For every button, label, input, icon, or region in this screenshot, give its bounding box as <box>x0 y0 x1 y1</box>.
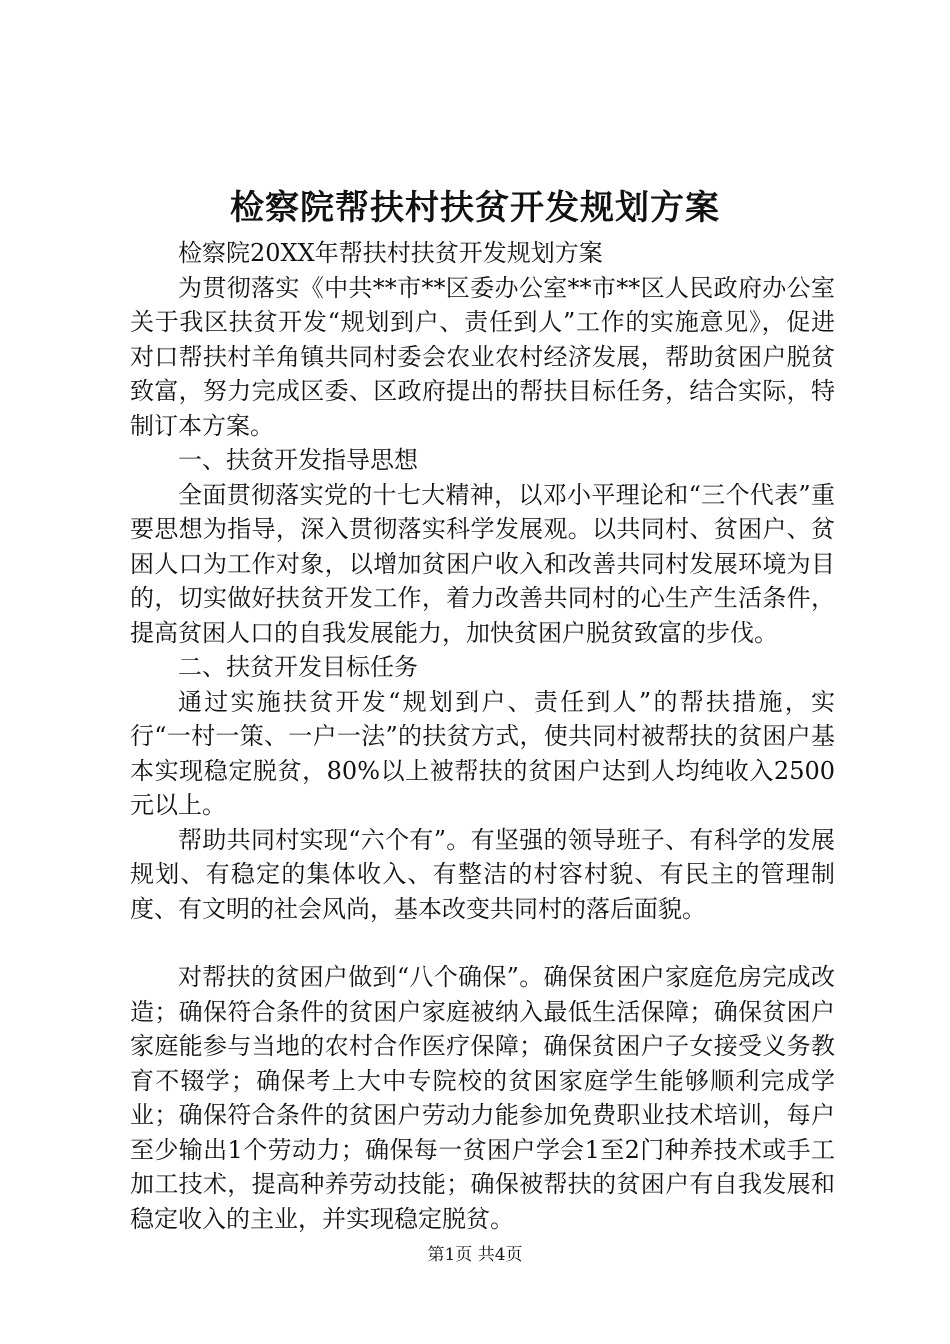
goals-paragraph: 通过实施扶贫开发“规划到户、责任到人”的帮扶措施，实行“一村一策、一户一法”的扶贫方式，使共同村被帮扶的贫困户基本实现稳定脱贫，80%以上被帮扶的贫困户达到人均纯收入2500元以上。 <box>130 687 835 819</box>
intro-paragraph: 为贯彻落实《中共**市**区委办公室**市**区人民政府办公室关于我区扶贫开发“规划到户、责任到人”工作的实施意见》，促进对口帮扶村羊角镇共同村委会农业农村经济发展，帮助贫困户脱贫致富，努力完成区委、区政府提出的帮扶目标任务，结合实际，特制订本方案。 <box>130 273 835 440</box>
subtitle-paragraph: 检察院20XX年帮扶村扶贫开发规划方案 <box>178 239 603 267</box>
document-title: 检察院帮扶村扶贫开发规划方案 <box>230 188 720 228</box>
page-number-footer: 第1页 共4页 <box>427 1245 523 1265</box>
six-haves-paragraph: 帮助共同村实现“六个有”。有坚强的领导班子、有科学的发展规划、有稳定的集体收入、有整洁的村容村貌、有民主的管理制度、有文明的社会风尚，基本改变共同村的落后面貌。 <box>130 825 835 923</box>
eight-guarantees-paragraph: 对帮扶的贫困户做到“八个确保”。确保贫困户家庭危房完成改造；确保符合条件的贫困户家庭被纳入最低生活保障；确保贫困户家庭能参与当地的农村合作医疗保障；确保贫困户子女接受义务教育不辍学；确保考上大中专院校的贫困家庭学生能够顺利完成学业；确保符合条件的贫困户劳动力能参加免费职业技术培训，每户至少输出1个劳动力；确保每一贫困户学会1至2门种养技术或手工加工技术，提高种养劳动技能；确保被帮扶的贫困户有自我发展和稳定收入的主业，并实现稳定脱贫。 <box>130 963 835 1233</box>
document-body <box>130 236 835 1236</box>
guiding-ideology-paragraph: 全面贯彻落实党的十七大精神，以邓小平理论和“三个代表”重要思想为指导，深入贯彻落实科学发展观。以共同村、贫困户、贫困人口为工作对象，以增加贫困户收入和改善共同村发展环境为目的，切实做好扶贫开发工作，着力改善共同村的心生产生活条件，提高贫困人口的自我发展能力，加快贫困户脱贫致富的步伐。 <box>130 480 835 647</box>
section-heading-goals: 二、扶贫开发目标任务 <box>178 653 418 681</box>
section-heading-guiding-ideology: 一、扶贫开发指导思想 <box>178 446 418 474</box>
